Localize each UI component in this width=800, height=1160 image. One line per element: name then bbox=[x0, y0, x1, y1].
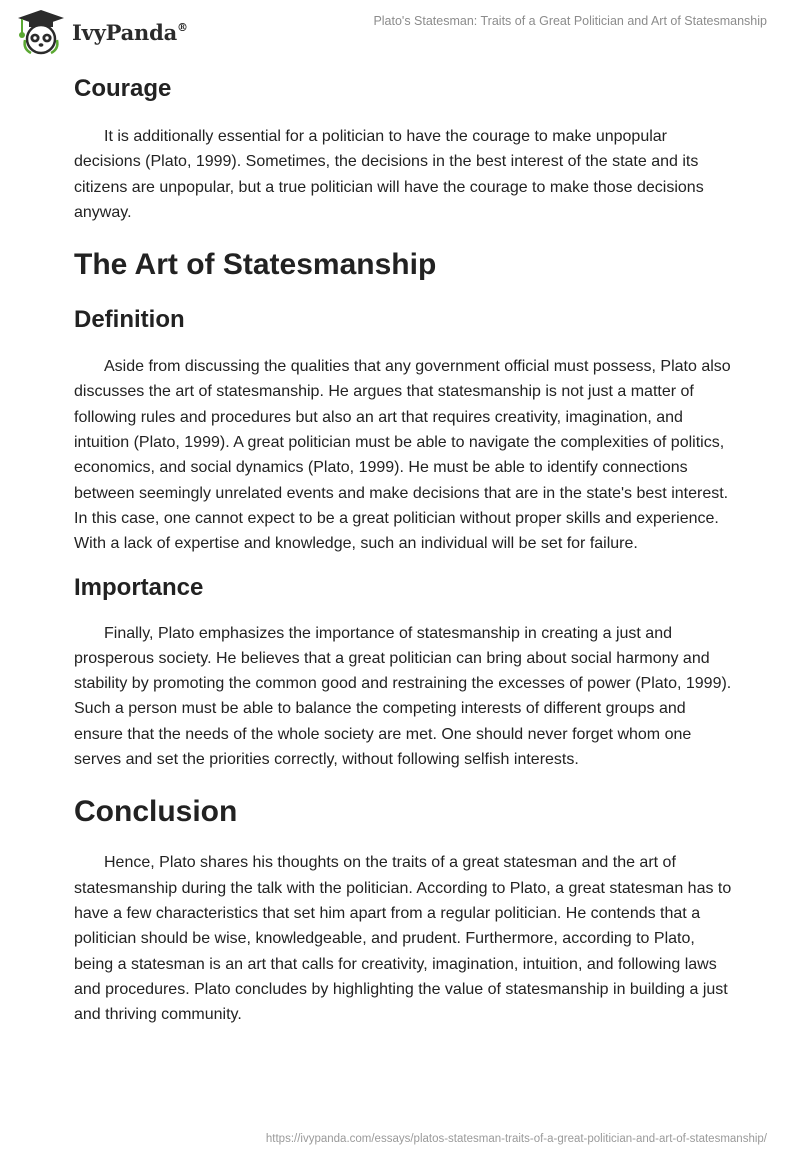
page-header bbox=[0, 0, 800, 62]
panda-graduate-icon bbox=[14, 8, 68, 56]
heading-importance: Importance bbox=[74, 573, 204, 601]
paragraph-definition: Aside from discussing the qualities that any government official must possess, Plato also discusses the art of statesmanship. He argues that statesmanship is not just a matter of following rules and procedures but also an art that requires creativity, imagination, and intuition (Plato, 1999). A great politician must be able to navigate the complexities of politics, economics, and social dynamics (Plato, 1999). He must be able to identify connections between seemingly unrelated events and make decisions that are in the state's best interest. In this case, one cannot expect to be a great politician without proper skills and experience. With a lack of expertise and knowledge, such an individual will be set for failure. bbox=[74, 358, 731, 553]
source-url[interactable]: https://ivypanda.com/essays/platos-statesman-traits-of-a-great-politician-and-art-of-statesmanship/ bbox=[265, 1133, 767, 1145]
heading-conclusion: Conclusion bbox=[74, 795, 238, 829]
document-title: Plato's Statesman: Traits of a Great Politician and Art of Statesmanship bbox=[373, 14, 767, 28]
paragraph-courage: It is additionally essential for a politician to have the courage to make unpopular decisions (Plato, 1999). Sometimes, the decisions in the best interest of the state and its citizens are unpopular, but a true politician will have the courage to make those decisions anyway. bbox=[74, 128, 704, 221]
ivypanda-logo[interactable] bbox=[14, 8, 188, 56]
brand-name: IvyPanda® bbox=[72, 19, 188, 45]
heading-definition: Definition bbox=[74, 306, 185, 334]
paragraph-importance: Finally, Plato emphasizes the importance of statesmanship in creating a just and prosperous society. He believes that a great politician can bring about social harmony and stability by promoting the common good and restraining the excesses of power (Plato, 1999). Such a person must be able to balance the competing interests of different groups and ensure that the needs of the whole society are met. One should never forget whom one serves and set the priorities correctly, without following selfish interests. bbox=[74, 624, 732, 769]
paragraph-conclusion: Hence, Plato shares his thoughts on the traits of a great statesman and the art of statesmanship during the talk with the politician. According to Plato, a great statesman has to have a few characteristics that set him apart from a regular politician. He contends that a politician should be wise, knowledgeable, and prudent. Furthermore, according to Plato, being a statesman is an art that calls for creativity, imagination, intuition, and following laws and procedures. Plato concludes by highlighting the value of statesmanship in building a just and thriving community. bbox=[74, 854, 732, 1024]
heading-courage: Courage bbox=[74, 75, 172, 102]
essay-content bbox=[74, 72, 734, 1027]
heading-art-of-statesmanship: The Art of Statesmanship bbox=[74, 248, 437, 282]
